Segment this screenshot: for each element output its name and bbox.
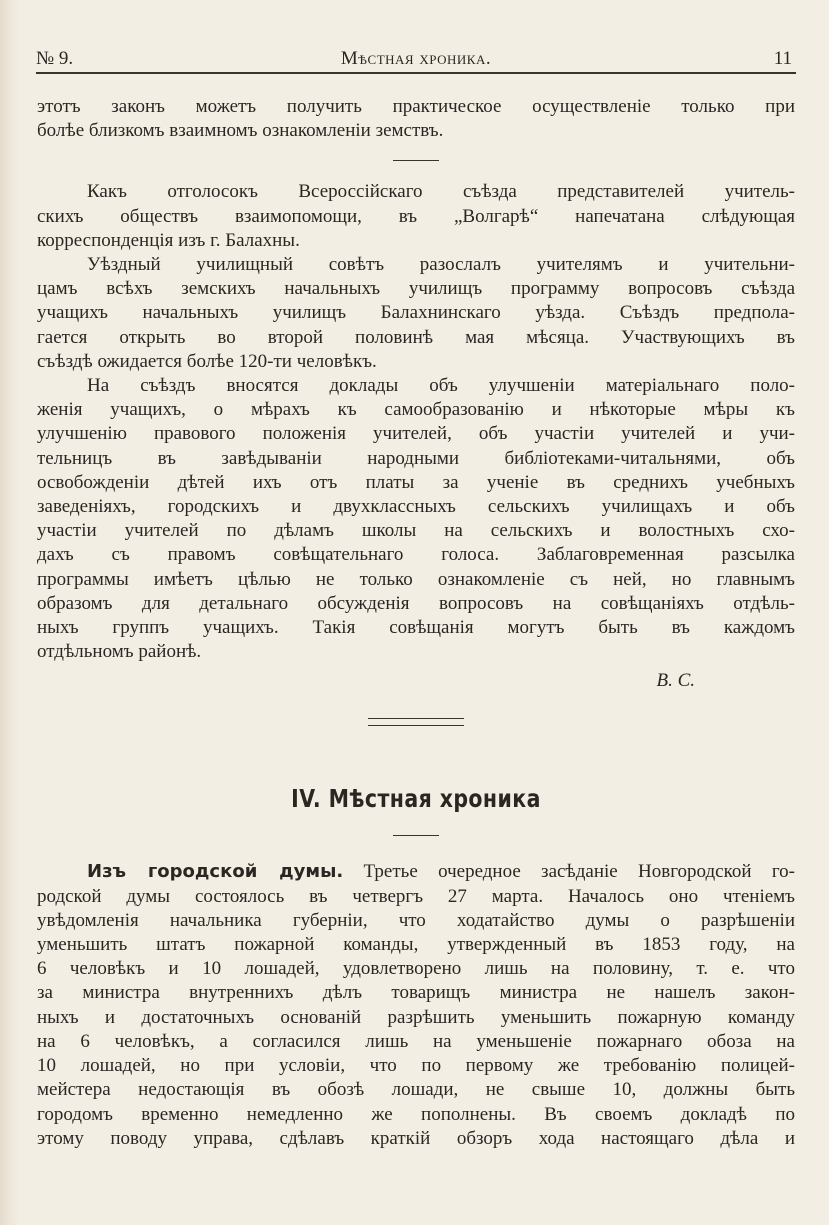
text-line: на 6 человѣкъ, а согласился лишь на уменьшеніе пожарнаго обоза на xyxy=(37,1030,795,1052)
text-line: цамъ всѣхъ земскихъ начальныхъ училищъ программу вопросовъ съѣзда xyxy=(37,278,795,300)
text-line: этотъ законъ можетъ получить практическое осуществленіе только при xyxy=(37,96,795,117)
text-line: образомъ для детальнаго обсужденія вопросовъ на совѣщаніяхъ отдѣль- xyxy=(37,592,795,614)
page-binding-edge xyxy=(0,0,20,1225)
text-line: ныхъ группъ учащихъ. Такія совѣщанія могутъ быть въ каждомъ xyxy=(37,617,795,639)
text-line xyxy=(37,860,795,884)
paragraph-5 xyxy=(37,860,795,1150)
text-line: Какъ отголосокъ Всероссійскаго съѣзда представителей учитель- xyxy=(87,181,795,203)
text-line: мейстера недостающія въ обозѣ лошади, не свыше 10, должны быть xyxy=(37,1079,795,1101)
text-line: дахъ съ правомъ совѣщательнаго голоса. Заблаговременная разсылка xyxy=(37,544,795,566)
text-line: городомъ временно немедленно же пополнены. Въ своемъ докладѣ по xyxy=(37,1103,795,1125)
heading-rule xyxy=(393,835,439,836)
paragraph-1 xyxy=(37,95,795,143)
section-divider xyxy=(368,718,464,726)
text-line: тельницъ въ завѣдываніи народными библіотеками-читальнями, объ xyxy=(37,447,795,469)
author-signature: В. С. xyxy=(656,670,695,692)
running-header xyxy=(36,44,796,74)
text-line: женія учащихъ, о мѣрахъ къ самообразованію и нѣкоторые мѣры къ xyxy=(37,399,795,421)
issue-number: № 9. xyxy=(36,48,74,69)
text-line: учащихъ начальныхъ училищъ Балахнинскаго уѣзда. Съѣздъ предпола- xyxy=(37,302,795,324)
running-title: Мѣстная хроника. xyxy=(340,48,492,69)
text-line: заведеніяхъ, городскихъ и двухклассныхъ сельскихъ училищахъ и объ xyxy=(37,496,795,518)
text-line: улучшенію правового положенія учителей, объ участіи учителей и учи- xyxy=(37,423,795,445)
text-line: отдѣльномъ районѣ. xyxy=(37,641,202,663)
text-line: На съѣздъ вносятся доклады объ улучшеніи матеріальнаго поло- xyxy=(87,375,795,397)
text-line: участіи учителей по дѣламъ школы на сельскихъ и волостныхъ схо- xyxy=(37,520,795,542)
text-line: корреспонденція изъ г. Балахны. xyxy=(37,229,300,251)
paragraph-2 xyxy=(37,180,795,253)
text-line: освобожденіи дѣтей ихъ отъ платы за ученіе въ среднихъ учебныхъ xyxy=(37,471,795,493)
text-line: за министра внутреннихъ дѣлъ товарищъ министра не нашелъ закон- xyxy=(37,982,795,1004)
lead-line-rest: Третье очередное засѣданіе Новгородской го- xyxy=(343,861,795,883)
text-line: уменьшить штатъ пожарной команды, утвержденный въ 1853 году, на xyxy=(37,934,795,956)
separator-rule xyxy=(393,160,439,161)
text-line: родской думы состоялось въ четвергъ 27 марта. Началось оно чтеніемъ xyxy=(37,885,795,907)
paragraph-3 xyxy=(37,253,795,374)
text-line: 10 лошадей, но при условіи, что по первому же требованію полицей- xyxy=(37,1055,795,1077)
text-line: гается открыть во второй половинѣ мая мѣсяца. Участвующихъ въ xyxy=(37,326,795,348)
header-rule xyxy=(36,72,796,74)
text-line: скихъ обществъ взаимопомощи, въ „Волгарѣ“ напечатана слѣдующая xyxy=(37,205,795,227)
lead-phrase: Изъ городской думы. xyxy=(87,861,344,883)
text-line: ныхъ и достаточныхъ основаній разрѣшить уменьшить пожарную команду xyxy=(37,1006,795,1028)
page-number: 11 xyxy=(773,48,792,69)
text-line: программы имѣетъ цѣлью не только ознакомленіе съ ней, но главнымъ xyxy=(37,568,795,590)
section-heading: IV. Мѣстная хроника xyxy=(291,784,541,814)
text-line: увѣдомленія начальника губерніи, что ходатайство думы о разрѣшеніи xyxy=(37,909,795,931)
paragraph-4 xyxy=(37,374,795,664)
text-line: Уѣздный училищный совѣтъ разослалъ учителямъ и учительни- xyxy=(87,254,795,276)
page-body xyxy=(37,95,795,1151)
text-line: съѣздѣ ожидается болѣе 120-ти человѣкъ. xyxy=(37,350,377,372)
text-line: болѣе близкомъ взаимномъ ознакомленіи земствъ. xyxy=(37,120,444,142)
text-line: 6 человѣкъ и 10 лошадей, удовлетворено лишь на половину, т. е. что xyxy=(37,958,795,980)
text-line: этому поводу управа, сдѣлавъ краткій обзоръ хода настоящаго дѣла и xyxy=(37,1127,795,1149)
